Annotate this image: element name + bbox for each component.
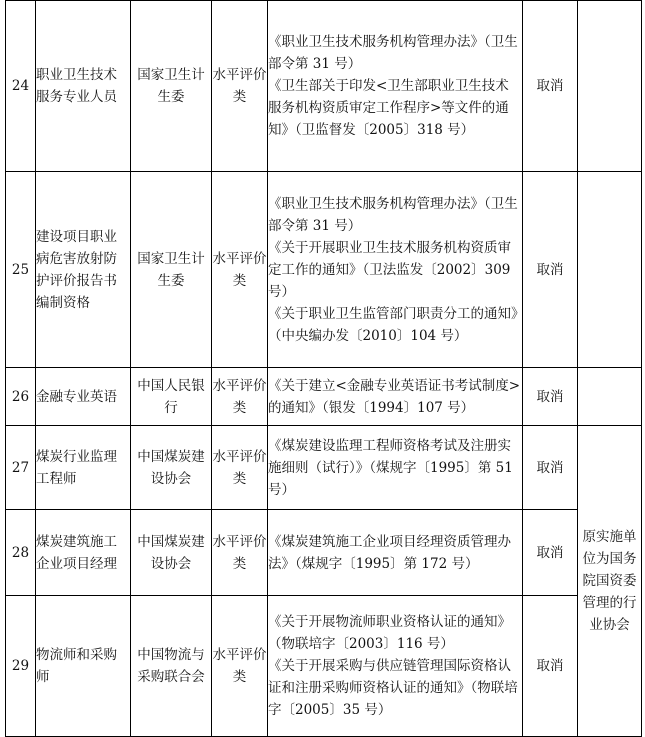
row-number: 29 xyxy=(6,596,36,737)
note-cell-empty xyxy=(578,172,642,368)
action-cell: 取消 xyxy=(523,596,578,737)
row-number: 26 xyxy=(6,368,36,426)
qualification-name: 物流师和采购师 xyxy=(36,596,131,737)
table-row xyxy=(6,426,642,510)
qualification-name: 职业卫生技术服务专业人员 xyxy=(36,1,131,172)
legal-basis xyxy=(268,596,523,737)
implementing-department: 中国物流与采购联合会 xyxy=(131,596,212,737)
qualification-category: 水平评价类 xyxy=(212,596,268,737)
table-row xyxy=(6,172,642,368)
action-cell: 取消 xyxy=(523,368,578,426)
legal-basis xyxy=(268,368,523,426)
implementing-department: 国家卫生计生委 xyxy=(131,1,212,172)
qualification-name: 建设项目职业病危害放射防护评价报告书编制资格 xyxy=(36,172,131,368)
action-cell: 取消 xyxy=(523,172,578,368)
table-row xyxy=(6,368,642,426)
table-row xyxy=(6,510,642,596)
basis-item: 《关于开展物流师职业资格认证的通知》（物联培字〔2003〕116 号） xyxy=(268,614,511,652)
row-number: 24 xyxy=(6,1,36,172)
qualification-name: 煤炭建筑施工企业项目经理 xyxy=(36,510,131,596)
qualification-category: 水平评价类 xyxy=(212,426,268,510)
basis-item: 《职业卫生技术服务机构管理办法》（卫生部令第 31 号） xyxy=(268,195,518,234)
basis-item: 《关于职业卫生监管部门职责分工的通知》（中央编办发〔2010〕104 号） xyxy=(268,305,518,344)
legal-basis xyxy=(268,426,523,510)
qualification-name: 煤炭行业监理工程师 xyxy=(36,426,131,510)
qualification-category: 水平评价类 xyxy=(212,510,268,596)
note-cell: 原实施单位为国务院国资委管理的行业协会 xyxy=(578,426,642,737)
qualification-category: 水平评价类 xyxy=(212,172,268,368)
basis-item: 《卫生部关于印发<卫生部职业卫生技术服务机构资质审定工作程序>等文件的通知》（卫监督发〔2005〕318 号） xyxy=(268,78,509,138)
basis-item: 《关于开展采购与供应链管理国际资格认证和注册采购师资格认证的通知》（物联培字〔2005〕35 号） xyxy=(268,658,518,718)
implementing-department: 中国煤炭建设协会 xyxy=(131,510,212,596)
legal-basis xyxy=(268,172,523,368)
table-row xyxy=(6,1,642,172)
table-row xyxy=(6,596,642,737)
action-cell: 取消 xyxy=(523,426,578,510)
implementing-department: 国家卫生计生委 xyxy=(131,172,212,368)
row-number: 28 xyxy=(6,510,36,596)
implementing-department: 中国煤炭建设协会 xyxy=(131,426,212,510)
legal-basis xyxy=(268,1,523,172)
note-cell-empty xyxy=(578,1,642,172)
note-cell-empty xyxy=(578,368,642,426)
row-number: 25 xyxy=(6,172,36,368)
legal-basis xyxy=(268,510,523,596)
qualification-name: 金融专业英语 xyxy=(36,368,131,426)
basis-item: 《职业卫生技术服务机构管理办法》（卫生部令第 31 号） xyxy=(268,34,518,72)
implementing-department: 中国人民银行 xyxy=(131,368,212,426)
row-number: 27 xyxy=(6,426,36,510)
qualification-category: 水平评价类 xyxy=(212,368,268,426)
action-cell: 取消 xyxy=(523,510,578,596)
basis-item: 《煤炭建设监理工程师资格考试及注册实施细则（试行）》（煤规字〔1995〕第 51 号） xyxy=(268,437,513,498)
qualification-table xyxy=(5,0,642,737)
basis-item: 《关于建立<金融专业英语证书考试制度>的通知》（银发〔1994〕107 号） xyxy=(268,377,521,416)
basis-item: 《关于开展职业卫生技术服务机构资质审定工作的通知》（卫法监发〔2002〕309 号） xyxy=(268,239,511,300)
action-cell: 取消 xyxy=(523,1,578,172)
basis-item: 《煤炭建筑施工企业项目经理资质管理办法》（煤规字〔1995〕第 172 号） xyxy=(268,533,511,572)
qualification-category: 水平评价类 xyxy=(212,1,268,172)
